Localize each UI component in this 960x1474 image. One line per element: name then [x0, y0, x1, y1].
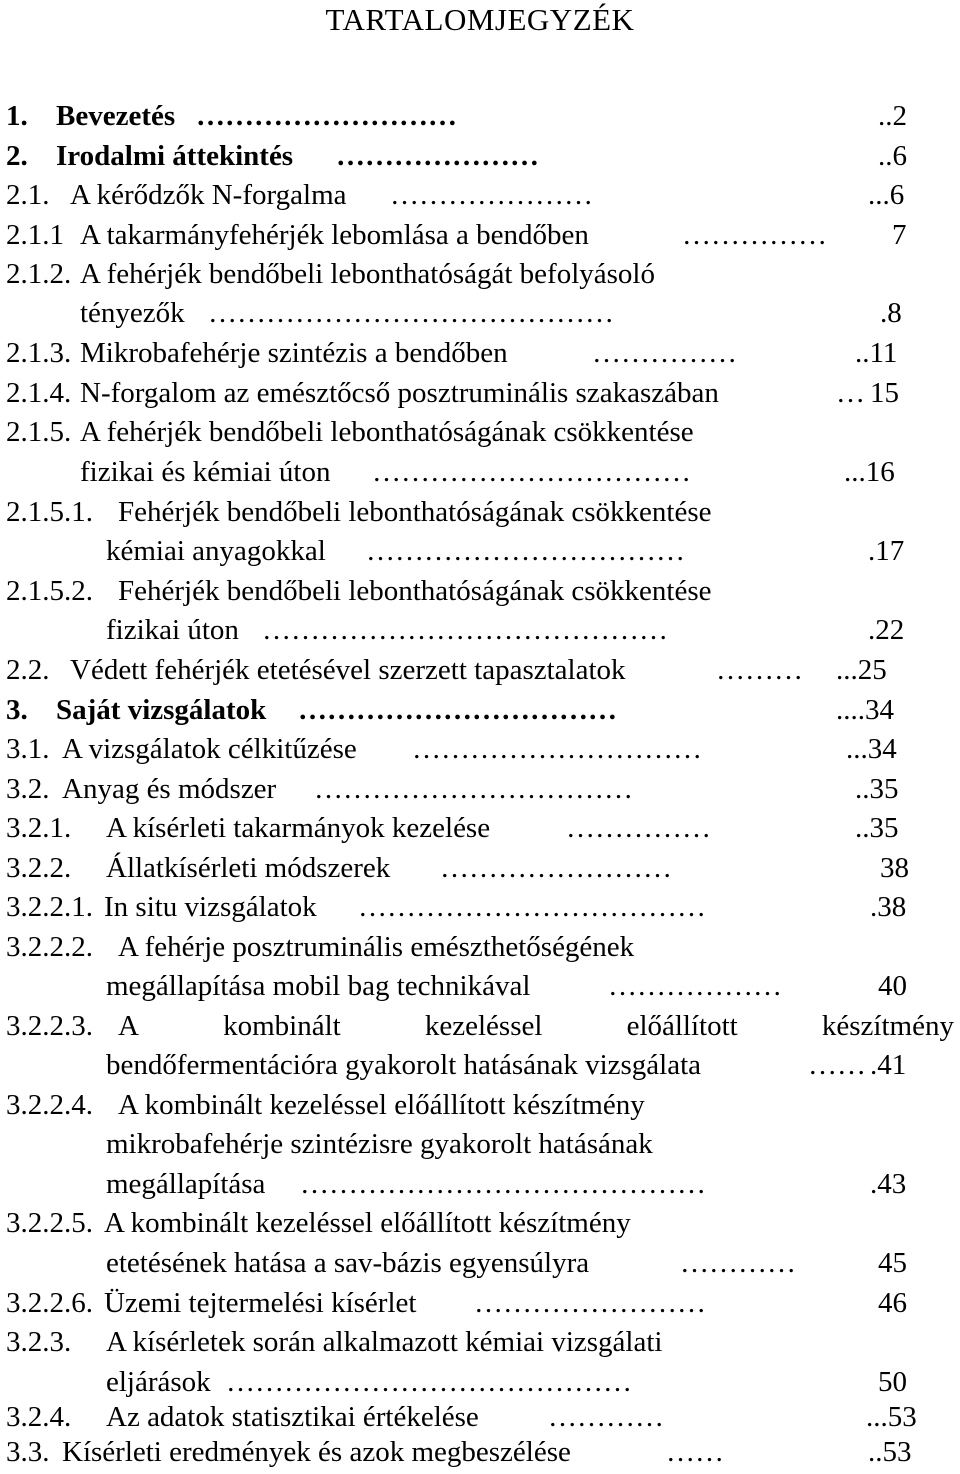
- toc-entry-leader: ………………: [608, 972, 782, 1001]
- title-word: kombinált: [223, 1010, 341, 1042]
- toc-entry-title: A kombinált kezeléssel előállított készítmény: [118, 1089, 645, 1121]
- toc-entry[interactable]: [0, 498, 960, 534]
- toc-entry-continuation[interactable]: [0, 1368, 960, 1404]
- toc-entry-leader: …: [836, 379, 865, 408]
- toc-entry-page: .43: [870, 1168, 907, 1200]
- toc-entry-number: 2.1.5.1.: [6, 496, 93, 528]
- toc-entry-number: 3.2.2.2.: [6, 931, 93, 963]
- toc-entry-leader: ………: [716, 656, 803, 685]
- toc-entry-leader: ……………………: [474, 1289, 706, 1318]
- toc-entry-number: 2.1.4.: [6, 377, 72, 409]
- toc-entry[interactable]: [0, 418, 960, 454]
- toc-entry-page: 50: [878, 1366, 907, 1398]
- toc-entry-title: Irodalmi áttekintés: [56, 140, 294, 172]
- toc-entry[interactable]: [0, 854, 960, 890]
- toc-entry-number: 2.1.5.2.: [6, 575, 93, 607]
- toc-entry-title: Saját vizsgálatok: [56, 694, 267, 726]
- toc-entry-number: 3.1.: [6, 733, 50, 765]
- toc-entry-number: 3.2.2.: [6, 852, 72, 884]
- toc-entry[interactable]: [0, 221, 960, 257]
- toc-entry-page: 46: [878, 1287, 907, 1319]
- toc-entry-page: ...25: [836, 654, 887, 686]
- toc-entry-continuation[interactable]: [0, 1130, 960, 1166]
- toc-entry-page: .22: [868, 614, 905, 646]
- toc-entry-leader: ……………………………: [366, 537, 685, 566]
- toc-entry-page: 38: [880, 852, 909, 884]
- toc-entry[interactable]: [0, 1289, 960, 1325]
- toc-entry-number: 2.1.3.: [6, 337, 72, 369]
- toc-entry[interactable]: [0, 1328, 960, 1364]
- toc-entry[interactable]: [0, 933, 960, 969]
- toc-entry-page: ....34: [836, 694, 894, 726]
- toc-entry-leader: ……………………: [440, 854, 672, 883]
- toc-entry-title: mikrobafehérje szintézisre gyakorolt hatásának: [106, 1128, 653, 1160]
- toc-entry-title: Állatkísérleti módszerek: [106, 852, 391, 884]
- toc-entry-page: 7: [892, 219, 907, 251]
- toc-entry-number: 2.: [6, 140, 28, 172]
- toc-entry[interactable]: [0, 814, 960, 850]
- toc-entry-page: 45: [878, 1247, 907, 1279]
- toc-entry[interactable]: [0, 1209, 960, 1245]
- toc-entry-title: A kísérletek során alkalmazott kémiai vizsgálati: [106, 1326, 663, 1358]
- toc-entry-continuation[interactable]: [0, 458, 960, 494]
- title-word: A: [118, 1010, 139, 1042]
- toc-entry[interactable]: [0, 577, 960, 613]
- toc-entry[interactable]: [0, 775, 960, 811]
- toc-entry-leader: …………………………: [412, 735, 702, 764]
- toc-entry-continuation[interactable]: [0, 616, 960, 652]
- toc-entry[interactable]: [0, 1403, 960, 1439]
- toc-entry-leader: …………………: [390, 181, 593, 210]
- toc-entry-continuation[interactable]: [0, 1051, 960, 1087]
- toc-entry-page: 40: [878, 970, 907, 1002]
- toc-entry[interactable]: [0, 379, 960, 415]
- toc-entry[interactable]: [0, 102, 960, 138]
- toc-entry-continuation[interactable]: [0, 1249, 960, 1285]
- toc-entry-leader: …………: [548, 1403, 664, 1432]
- toc-entry-leader: ……………: [682, 221, 827, 250]
- toc-entry-title: A fehérjék bendőbeli lebonthatóságát befolyásoló: [80, 258, 655, 290]
- toc-entry-title: Fehérjék bendőbeli lebonthatóságának csökkentése: [118, 496, 712, 528]
- toc-entry-number: 3.2.3.: [6, 1326, 72, 1358]
- toc-entry-title: Az adatok statisztikai értékelése: [106, 1401, 479, 1433]
- toc-entry-leader: ……………………………………: [226, 1368, 632, 1397]
- toc-entry-number: 3.2.: [6, 773, 50, 805]
- toc-entry-title: bendőfermentációra gyakorolt hatásának vizsgálata: [106, 1049, 702, 1081]
- toc-entry-title: megállapítása: [106, 1168, 266, 1200]
- toc-entry-title: A vizsgálatok célkitűzése: [62, 733, 357, 765]
- toc-entry[interactable]: [0, 260, 960, 296]
- toc-entry-number: 3.2.2.4.: [6, 1089, 93, 1121]
- toc-entry-page: ...6: [868, 179, 905, 211]
- toc-entry-page: .41: [870, 1049, 907, 1081]
- toc-entry-title: Mikrobafehérje szintézis a bendőben: [80, 337, 508, 369]
- toc-entry-number: 3.2.2.6.: [6, 1287, 93, 1319]
- toc-entry-page: .8: [880, 297, 902, 329]
- toc-entry[interactable]: [0, 696, 960, 732]
- title-word: előállított: [626, 1010, 738, 1042]
- toc-entry[interactable]: [0, 1012, 960, 1048]
- toc-entry-continuation[interactable]: [0, 972, 960, 1008]
- toc-entry-title: megállapítása mobil bag technikával: [106, 970, 531, 1002]
- toc-entry-title: A fehérjék bendőbeli lebonthatóságának csökkentése: [80, 416, 694, 448]
- toc-entry[interactable]: [0, 656, 960, 692]
- toc-entry-title: fizikai és kémiai úton: [80, 456, 331, 488]
- toc-entry[interactable]: [0, 181, 960, 217]
- toc-entry-number: 2.2.: [6, 654, 50, 686]
- toc-entry-page: ...16: [844, 456, 895, 488]
- toc-entry-leader: ……………………………: [372, 458, 691, 487]
- toc-entry-page: ..2: [878, 100, 907, 132]
- toc-entry-leader: …………………: [336, 142, 539, 171]
- toc-entry-page: ...34: [846, 733, 897, 765]
- toc-entry-leader: ……: [808, 1051, 866, 1080]
- toc-entry-title: Védett fehérjék etetésével szerzett tapasztalatok: [70, 654, 626, 686]
- toc-entry-number: 3.: [6, 694, 28, 726]
- toc-entry-leader: ……………………………………: [208, 299, 614, 328]
- toc-entry-page: ..53: [868, 1436, 912, 1468]
- toc-entry[interactable]: [0, 1438, 960, 1474]
- toc-entry-continuation[interactable]: [0, 1170, 960, 1206]
- toc-entry-number: 2.1.2.: [6, 258, 72, 290]
- toc-entry-page: ..35: [855, 773, 899, 805]
- toc-entry-leader: ……………………………: [314, 775, 633, 804]
- toc-entry-leader: ……: [666, 1438, 724, 1467]
- toc-entry-leader: ……………………………: [298, 696, 617, 725]
- toc-entry-title: A kérődzők N-forgalma: [70, 179, 347, 211]
- title-word: kezeléssel: [424, 1010, 543, 1042]
- toc-entry[interactable]: [0, 735, 960, 771]
- toc-entry-title: In situ vizsgálatok: [104, 891, 317, 923]
- toc-entry-title: [118, 1012, 954, 1041]
- toc-entry-title: etetésének hatása a sav-bázis egyensúlyra: [106, 1247, 590, 1279]
- toc-entry-number: 2.1.1: [6, 219, 64, 251]
- toc-entry-title: fizikai úton: [106, 614, 239, 646]
- toc-entry-page: 15: [870, 377, 899, 409]
- toc-entry-leader: ……………………………………: [262, 616, 668, 645]
- toc-entry-title: Anyag és módszer: [62, 773, 277, 805]
- page-title: TARTALOMJEGYZÉK: [325, 2, 635, 37]
- toc-entry-title: eljárások: [106, 1366, 211, 1398]
- toc-entry[interactable]: [0, 142, 960, 178]
- toc-entry-number: 3.2.4.: [6, 1401, 72, 1433]
- toc-entry-page: .38: [870, 891, 907, 923]
- toc-entry[interactable]: [0, 1091, 960, 1127]
- toc-entry-number: 3.2.1.: [6, 812, 72, 844]
- title-word: készítmény: [821, 1010, 954, 1042]
- toc-entry-leader: ……………………………………: [300, 1170, 706, 1199]
- toc-entry[interactable]: [0, 339, 960, 375]
- toc-entry-page: ..35: [855, 812, 899, 844]
- toc-entry-title: Fehérjék bendőbeli lebonthatóságának csökkentése: [118, 575, 712, 607]
- toc-entry-leader: ……………: [592, 339, 737, 368]
- toc-entry-leader: …………: [680, 1249, 796, 1278]
- toc-entry-title: A kísérleti takarmányok kezelése: [106, 812, 491, 844]
- toc-entry-leader: ……………: [566, 814, 711, 843]
- toc-entry-title: kémiai anyagokkal: [106, 535, 326, 567]
- toc-entry-title: Kísérleti eredmények és azok megbeszélése: [62, 1436, 571, 1468]
- toc-entry-continuation[interactable]: [0, 537, 960, 573]
- toc-entry-title: A kombinált kezeléssel előállított készítmény: [104, 1207, 631, 1239]
- toc-entry[interactable]: [0, 893, 960, 929]
- toc-entry-number: 3.2.2.5.: [6, 1207, 93, 1239]
- toc-entry-page: ..11: [855, 337, 898, 369]
- toc-entry-number: 3.2.2.1.: [6, 891, 93, 923]
- toc-entry-number: 1.: [6, 100, 28, 132]
- toc-entry-page: .17: [868, 535, 905, 567]
- toc-entry-title: N-forgalom az emésztőcső posztruminális szakaszában: [80, 377, 719, 409]
- toc-entry-continuation[interactable]: [0, 299, 960, 335]
- toc-entry-number: 2.1.5.: [6, 416, 72, 448]
- toc-entry-title: A takarmányfehérjék lebomlása a bendőben: [80, 219, 589, 251]
- toc-entry-number: 2.1.: [6, 179, 50, 211]
- toc-entry-title: tényezők: [80, 297, 185, 329]
- toc-entry-number: 3.3.: [6, 1436, 50, 1468]
- toc-entry-leader: ………………………………: [358, 893, 706, 922]
- toc-entry-title: Bevezetés: [56, 100, 176, 132]
- toc-entry-title: Üzemi tejtermelési kísérlet: [104, 1287, 417, 1319]
- toc-entry-title: A fehérje posztruminális emészthetőségének: [118, 931, 635, 963]
- toc-entry-page: ...53: [866, 1401, 917, 1433]
- toc-entry-leader: ………………………: [196, 102, 457, 131]
- toc-entry-number: 3.2.2.3.: [6, 1010, 93, 1042]
- toc-entry-page: ..6: [878, 140, 907, 172]
